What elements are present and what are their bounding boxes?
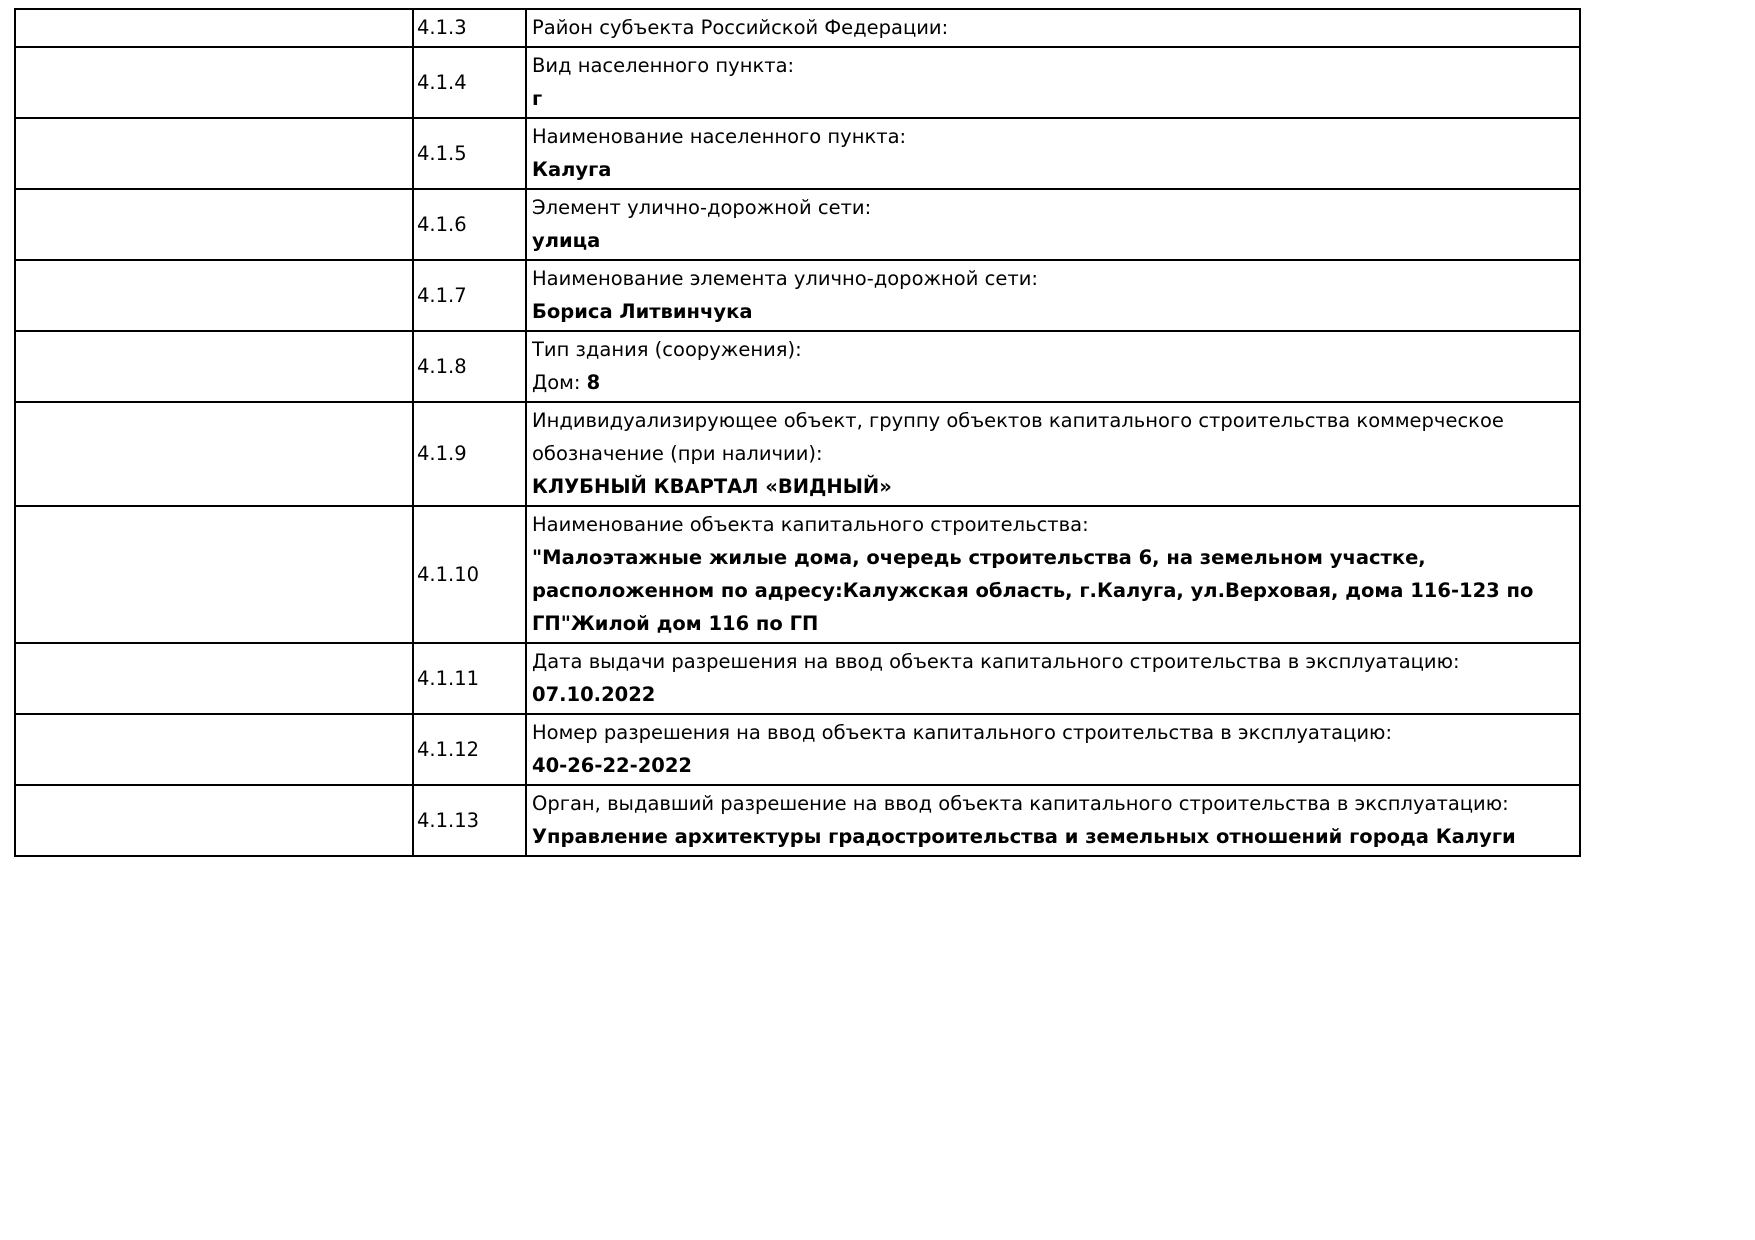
item-content-cell xyxy=(526,189,1580,260)
item-number-cell xyxy=(413,331,526,402)
item-number: 4.1.12 xyxy=(417,737,480,761)
item-number-cell xyxy=(413,260,526,331)
item-value-line xyxy=(532,820,1573,853)
item-value: Бориса Литвинчука xyxy=(532,300,753,323)
item-number: 4.1.6 xyxy=(417,212,467,236)
table-row xyxy=(15,785,1580,856)
item-label: Вид населенного пункта: xyxy=(532,54,795,77)
empty-cell xyxy=(15,785,413,856)
item-value: 8 xyxy=(586,371,601,394)
item-number-cell xyxy=(413,714,526,785)
item-number-cell xyxy=(413,785,526,856)
item-number-cell xyxy=(413,118,526,189)
table-row xyxy=(15,331,1580,402)
table-row xyxy=(15,506,1580,643)
table-row xyxy=(15,402,1580,506)
item-content-cell xyxy=(526,714,1580,785)
item-content-cell xyxy=(526,506,1580,643)
item-value: 07.10.2022 xyxy=(532,683,656,706)
item-number: 4.1.13 xyxy=(417,808,480,832)
item-number: 4.1.10 xyxy=(417,562,480,586)
empty-cell xyxy=(15,47,413,118)
item-value-line xyxy=(532,295,1573,328)
item-label: Тип здания (сооружения): xyxy=(532,338,802,361)
item-number-cell xyxy=(413,402,526,506)
item-content-cell xyxy=(526,118,1580,189)
item-number: 4.1.9 xyxy=(417,442,467,465)
item-number: 4.1.4 xyxy=(417,70,467,94)
empty-cell xyxy=(15,9,413,47)
item-content-cell xyxy=(526,331,1580,402)
item-value-line xyxy=(532,366,1573,399)
item-value: КЛУБНЫЙ КВАРТАЛ «ВИДНЫЙ» xyxy=(532,475,892,498)
item-number-cell xyxy=(413,643,526,714)
object-details-table xyxy=(14,8,1581,857)
item-value: 40-26-22-2022 xyxy=(532,754,692,777)
table-row xyxy=(15,643,1580,714)
item-number: 4.1.7 xyxy=(417,283,467,307)
table-row xyxy=(15,47,1580,118)
item-value-line xyxy=(532,224,1573,257)
item-content-cell xyxy=(526,260,1580,331)
empty-cell xyxy=(15,118,413,189)
item-value-line xyxy=(532,470,1573,503)
item-number-cell xyxy=(413,506,526,643)
item-label: Орган, выдавший разрешение на ввод объекта капитального строительства в эксплуатацию: xyxy=(532,792,1509,815)
item-number-cell xyxy=(413,47,526,118)
item-value: "Малоэтажные жилые дома, очередь строительства 6, на земельном участке, расположенном по адресу:Калужская область, г.Калуга, ул.Верховая, дома 116-123 по ГП"Жилой дом 116 по ГП xyxy=(532,546,1534,635)
empty-cell xyxy=(15,714,413,785)
item-value: Управление архитектуры градостроительства и земельных отношений города Калуги xyxy=(532,825,1516,848)
item-label: Наименование населенного пункта: xyxy=(532,125,907,148)
item-value-line xyxy=(532,541,1573,640)
item-number: 4.1.5 xyxy=(417,141,467,165)
empty-cell xyxy=(15,331,413,402)
item-content-cell xyxy=(526,643,1580,714)
item-content-cell xyxy=(526,402,1580,506)
table-row xyxy=(15,714,1580,785)
empty-cell xyxy=(15,402,413,506)
item-label: Индивидуализирующее объект, группу объектов капитального строительства коммерческое обозначение (при наличии): xyxy=(532,409,1504,465)
item-label: Район субъекта Российской Федерации: xyxy=(532,16,949,39)
item-label: Элемент улично-дорожной сети: xyxy=(532,196,872,219)
table-row xyxy=(15,9,1580,47)
empty-cell xyxy=(15,189,413,260)
item-number-cell xyxy=(413,9,526,47)
item-content-cell xyxy=(526,785,1580,856)
empty-cell xyxy=(15,260,413,331)
item-label: Наименование элемента улично-дорожной сети: xyxy=(532,267,1038,290)
table-row xyxy=(15,260,1580,331)
item-number-cell xyxy=(413,189,526,260)
table-row xyxy=(15,189,1580,260)
item-label: Наименование объекта капитального строительства: xyxy=(532,513,1089,536)
item-number: 4.1.3 xyxy=(417,16,467,39)
item-value-line xyxy=(532,82,1573,115)
empty-cell xyxy=(15,506,413,643)
table-row xyxy=(15,118,1580,189)
item-label: Дата выдачи разрешения на ввод объекта капитального строительства в эксплуатацию: xyxy=(532,650,1460,673)
item-value: г xyxy=(532,87,543,110)
item-content-cell xyxy=(526,47,1580,118)
item-label: Номер разрешения на ввод объекта капитального строительства в эксплуатацию: xyxy=(532,721,1393,744)
item-value: Калуга xyxy=(532,158,612,181)
item-value-line xyxy=(532,749,1573,782)
item-number: 4.1.8 xyxy=(417,354,467,378)
empty-cell xyxy=(15,643,413,714)
item-value-prefix: Дом: xyxy=(532,371,587,394)
item-value-line xyxy=(532,678,1573,711)
item-content-cell xyxy=(526,9,1580,47)
item-value-line xyxy=(532,153,1573,186)
item-value: улица xyxy=(532,229,601,252)
item-number: 4.1.11 xyxy=(417,666,480,690)
table-body xyxy=(15,9,1580,856)
